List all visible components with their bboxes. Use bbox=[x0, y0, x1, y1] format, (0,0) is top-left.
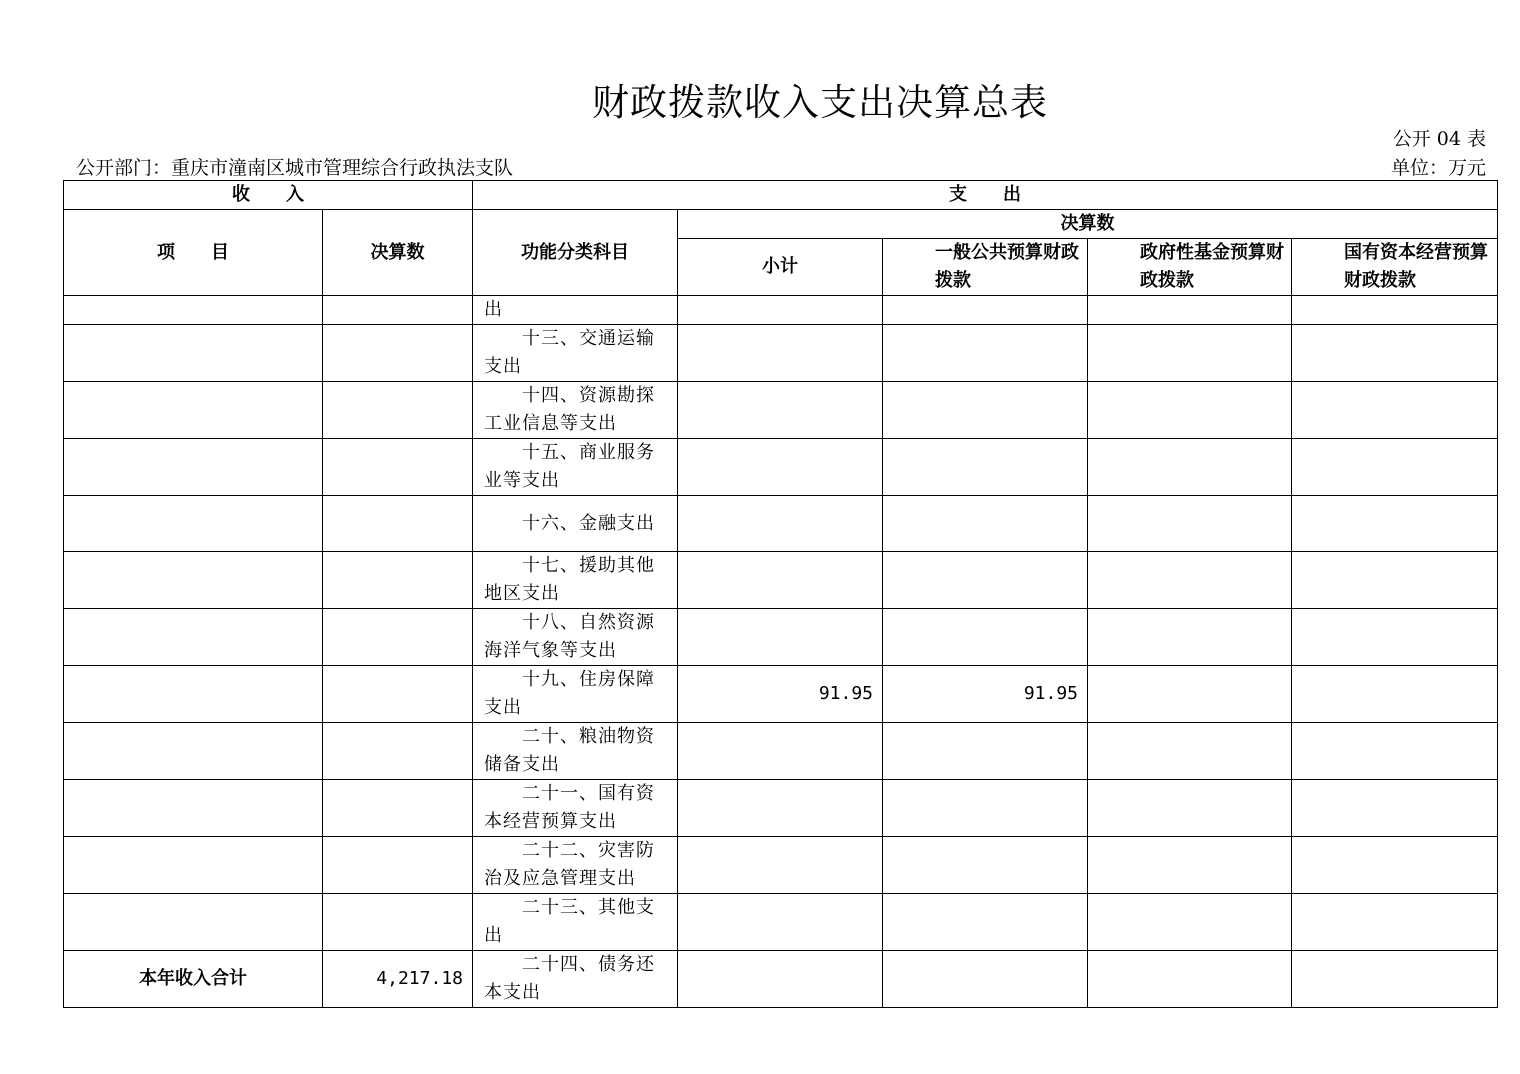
income-amount-cell bbox=[323, 439, 473, 496]
income-amount-cell bbox=[323, 496, 473, 552]
gov-fund-budget-cell bbox=[1088, 837, 1292, 894]
expense-header: 支 出 bbox=[473, 181, 1498, 210]
table-row bbox=[64, 325, 1498, 382]
income-amount-cell: 4,217.18 bbox=[323, 951, 473, 1008]
func-category-label: 十三、交通运输支出 bbox=[484, 328, 655, 377]
func-category-label: 二十四、债务还本支出 bbox=[484, 954, 655, 1003]
func-category-label: 二十二、灾害防治及应急管理支出 bbox=[484, 840, 655, 889]
table-row bbox=[64, 496, 1498, 552]
func-category-label: 十八、自然资源海洋气象等支出 bbox=[484, 612, 655, 661]
table-row bbox=[64, 951, 1498, 1008]
state-capital-budget-cell bbox=[1292, 325, 1498, 382]
state-capital-budget-header: 国有资本经营预算财政拨款 bbox=[1292, 239, 1498, 296]
item-column-header: 项 目 bbox=[64, 210, 323, 296]
func-category-label: 十六、金融支出 bbox=[522, 512, 655, 534]
subtotal-cell bbox=[678, 837, 883, 894]
subtotal-cell bbox=[678, 894, 883, 951]
general-budget-cell bbox=[883, 325, 1088, 382]
general-budget-cell bbox=[883, 609, 1088, 666]
general-budget-cell bbox=[883, 894, 1088, 951]
unit-label: 单位：万元 bbox=[1390, 157, 1486, 179]
table-row bbox=[64, 382, 1498, 439]
func-category-cell bbox=[473, 609, 678, 666]
func-category-label: 出 bbox=[484, 299, 503, 320]
subtotal-cell bbox=[678, 552, 883, 609]
income-amount-cell bbox=[323, 894, 473, 951]
func-category-cell bbox=[473, 382, 678, 439]
income-item-cell bbox=[64, 552, 323, 609]
income-amount-cell bbox=[323, 666, 473, 723]
gov-fund-budget-cell bbox=[1088, 894, 1292, 951]
func-category-label: 二十三、其他支出 bbox=[484, 897, 655, 946]
state-capital-budget-cell bbox=[1292, 723, 1498, 780]
subtotal-cell bbox=[678, 496, 883, 552]
income-item-cell bbox=[64, 439, 323, 496]
general-budget-header: 一般公共预算财政拨款 bbox=[883, 239, 1088, 296]
general-budget-cell bbox=[883, 951, 1088, 1008]
general-budget-cell bbox=[883, 382, 1088, 439]
state-capital-budget-cell bbox=[1292, 296, 1498, 325]
func-category-cell bbox=[473, 951, 678, 1008]
gov-fund-budget-cell bbox=[1088, 666, 1292, 723]
table-row bbox=[64, 552, 1498, 609]
subtotal-cell: 91.95 bbox=[678, 666, 883, 723]
state-capital-budget-cell bbox=[1292, 382, 1498, 439]
func-category-cell bbox=[473, 666, 678, 723]
state-capital-budget-cell bbox=[1292, 552, 1498, 609]
table-row bbox=[64, 723, 1498, 780]
state-capital-budget-cell bbox=[1292, 894, 1498, 951]
subtotal-cell bbox=[678, 296, 883, 325]
func-category-cell bbox=[473, 496, 678, 552]
state-capital-budget-cell bbox=[1292, 666, 1498, 723]
income-item-cell bbox=[64, 780, 323, 837]
table-row bbox=[64, 837, 1498, 894]
state-capital-budget-cell bbox=[1292, 439, 1498, 496]
func-category-cell bbox=[473, 723, 678, 780]
general-budget-cell bbox=[883, 439, 1088, 496]
final-amount-header: 决算数 bbox=[678, 210, 1498, 239]
func-category-cell bbox=[473, 325, 678, 382]
table-row bbox=[64, 439, 1498, 496]
state-capital-budget-cell bbox=[1292, 951, 1498, 1008]
general-budget-cell bbox=[883, 837, 1088, 894]
income-amount-cell bbox=[323, 723, 473, 780]
subtotal-cell bbox=[678, 723, 883, 780]
income-amount-cell bbox=[323, 296, 473, 325]
subtotal-cell bbox=[678, 780, 883, 837]
income-item-cell bbox=[64, 325, 323, 382]
page-title: 财政拨款收入支出决算总表 bbox=[592, 81, 1048, 124]
general-budget-cell: 91.95 bbox=[883, 666, 1088, 723]
income-amount-cell bbox=[323, 382, 473, 439]
table-row bbox=[64, 609, 1498, 666]
income-item-cell bbox=[64, 296, 323, 325]
general-budget-cell bbox=[883, 780, 1088, 837]
general-budget-cell bbox=[883, 496, 1088, 552]
gov-fund-budget-cell bbox=[1088, 296, 1292, 325]
income-item-cell bbox=[64, 496, 323, 552]
income-item-cell: 本年收入合计 bbox=[64, 951, 323, 1008]
func-category-label: 十五、商业服务业等支出 bbox=[484, 442, 655, 491]
state-capital-budget-cell bbox=[1292, 837, 1498, 894]
func-category-header: 功能分类科目 bbox=[473, 210, 678, 296]
table-row bbox=[64, 894, 1498, 951]
gov-fund-budget-cell bbox=[1088, 439, 1292, 496]
table-row bbox=[64, 666, 1498, 723]
state-capital-budget-cell bbox=[1292, 609, 1498, 666]
general-budget-cell bbox=[883, 723, 1088, 780]
income-item-cell bbox=[64, 382, 323, 439]
func-category-label: 二十一、国有资本经营预算支出 bbox=[484, 783, 655, 832]
subtotal-cell bbox=[678, 325, 883, 382]
gov-fund-budget-cell bbox=[1088, 552, 1292, 609]
func-category-cell bbox=[473, 552, 678, 609]
state-capital-budget-cell bbox=[1292, 780, 1498, 837]
income-item-cell bbox=[64, 723, 323, 780]
gov-fund-budget-cell bbox=[1088, 609, 1292, 666]
subtotal-cell bbox=[678, 951, 883, 1008]
amount-column-header: 决算数 bbox=[323, 210, 473, 296]
income-item-cell bbox=[64, 894, 323, 951]
table-row bbox=[64, 296, 1498, 325]
income-item-cell bbox=[64, 609, 323, 666]
subtotal-cell bbox=[678, 439, 883, 496]
form-number: 公开 04 表 bbox=[1392, 128, 1486, 150]
func-category-label: 十四、资源勘探工业信息等支出 bbox=[484, 385, 655, 434]
income-amount-cell bbox=[323, 325, 473, 382]
func-category-cell bbox=[473, 837, 678, 894]
state-capital-budget-cell bbox=[1292, 496, 1498, 552]
func-category-label: 二十、粮油物资储备支出 bbox=[484, 726, 655, 775]
func-category-cell bbox=[473, 439, 678, 496]
gov-fund-budget-cell bbox=[1088, 951, 1292, 1008]
general-budget-cell bbox=[883, 552, 1088, 609]
income-amount-cell bbox=[323, 780, 473, 837]
income-amount-cell bbox=[323, 552, 473, 609]
budget-table bbox=[63, 180, 1498, 1008]
income-item-cell bbox=[64, 837, 323, 894]
general-budget-cell bbox=[883, 296, 1088, 325]
func-category-cell bbox=[473, 296, 678, 325]
income-amount-cell bbox=[323, 609, 473, 666]
func-category-cell bbox=[473, 780, 678, 837]
gov-fund-budget-cell bbox=[1088, 325, 1292, 382]
func-category-cell bbox=[473, 894, 678, 951]
gov-fund-budget-cell bbox=[1088, 496, 1292, 552]
gov-fund-budget-header: 政府性基金预算财政拨款 bbox=[1088, 239, 1292, 296]
table-body bbox=[64, 296, 1498, 1008]
subtotal-cell bbox=[678, 382, 883, 439]
gov-fund-budget-cell bbox=[1088, 723, 1292, 780]
table-row bbox=[64, 780, 1498, 837]
gov-fund-budget-cell bbox=[1088, 780, 1292, 837]
subtotal-header: 小计 bbox=[678, 239, 883, 296]
func-category-label: 十九、住房保障支出 bbox=[484, 669, 655, 718]
income-item-cell bbox=[64, 666, 323, 723]
func-category-label: 十七、援助其他地区支出 bbox=[484, 555, 655, 604]
subtotal-cell bbox=[678, 609, 883, 666]
gov-fund-budget-cell bbox=[1088, 382, 1292, 439]
department-label: 公开部门：重庆市潼南区城市管理综合行政执法支队 bbox=[76, 157, 514, 179]
income-header: 收 入 bbox=[64, 181, 473, 210]
income-amount-cell bbox=[323, 837, 473, 894]
